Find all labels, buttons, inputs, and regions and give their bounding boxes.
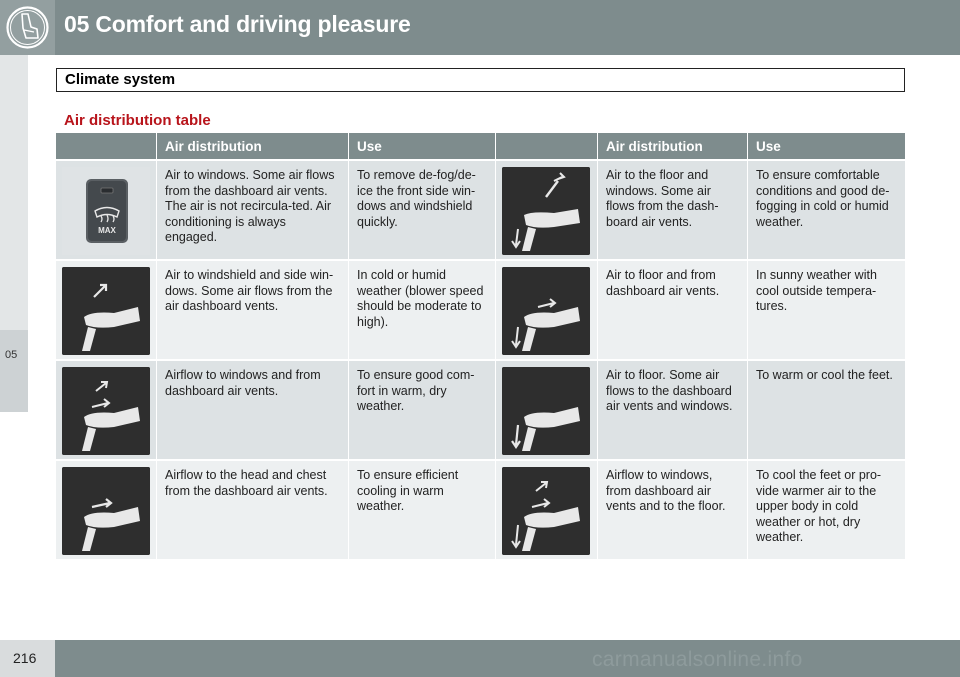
header-use-left: Use [349,133,496,159]
table-row [56,159,905,259]
image-cell [56,459,157,559]
use-text: To cool the feet or pro-vide warmer air to the upper body in cold weather or hot, dry weather. [748,459,905,559]
table-row [56,259,905,359]
image-cell [56,359,157,459]
use-text: In sunny weather with cool outside tempera-tures. [748,259,905,359]
air-distribution-text: Air to windows. Some air flows from the dashboard air vents. The air is not recircula-ted. Air conditioning is always engaged. [157,159,349,259]
use-text: To warm or cool the feet. [748,359,905,459]
image-cell [56,159,157,259]
air-distribution-table [56,133,905,559]
side-tab-active [0,330,28,412]
air-distribution-text: Air to floor. Some air flows to the dashboard air vents and windows. [598,359,748,459]
max-button-label: MAX [98,226,116,235]
section-bar [56,68,905,92]
air-distribution-text: Air to the floor and windows. Some air flows from the dash-board air vents. [598,159,748,259]
table-title: Air distribution table [64,112,211,129]
table-row [56,459,905,559]
seat-icon [0,0,55,55]
seat-airflow-floor-icon [502,367,590,455]
image-cell [56,259,157,359]
air-distribution-text: Air to windshield and side win-dows. Some air flows from the air dashboard vents. [157,259,349,359]
air-distribution-text: Airflow to windows, from dashboard air vents and to the floor. [598,459,748,559]
use-text: To ensure comfortable conditions and good de-fogging in cold or humid weather. [748,159,905,259]
page-footer [0,640,960,677]
table-header-row [56,133,905,159]
air-distribution-text: Airflow to windows and from dashboard air vents. [157,359,349,459]
seat-airflow-windshield-icon [62,267,150,355]
seat-airflow-windows-dashboard-icon [62,367,150,455]
header-air-distribution-left: Air distribution [157,133,349,159]
side-tab-label: 05 [5,349,18,361]
header-icon-box [0,0,55,55]
use-text: To ensure good com-fort in warm, dry weather. [349,359,496,459]
use-text: To remove de-fog/de-ice the front side win-dows and windshield quickly. [349,159,496,259]
section-title: Climate system [65,71,176,88]
image-cell [496,159,598,259]
air-distribution-text: Air to floor and from dashboard air vents. [598,259,748,359]
seat-airflow-all-icon [502,467,590,555]
seat-airflow-floor-windows-icon [502,167,590,255]
watermark: carmanualsonline.info [592,648,803,671]
use-text: To ensure efficient cooling in warm weather. [349,459,496,559]
use-text: In cold or humid weather (blower speed should be moderate to high). [349,259,496,359]
image-cell [496,359,598,459]
defroster-max-button-icon [62,167,150,255]
chapter-title: 05 Comfort and driving pleasure [64,11,411,37]
table-row [56,359,905,459]
header-use-right: Use [748,133,905,159]
image-cell [496,459,598,559]
page-number: 216 [13,650,37,666]
header-air-distribution-right: Air distribution [598,133,748,159]
seat-airflow-dashboard-icon [62,467,150,555]
air-distribution-text: Airflow to the head and chest from the dashboard air vents. [157,459,349,559]
header-image-left [56,133,157,159]
image-cell [496,259,598,359]
seat-airflow-floor-dashboard-icon [502,267,590,355]
header-image-right [496,133,598,159]
